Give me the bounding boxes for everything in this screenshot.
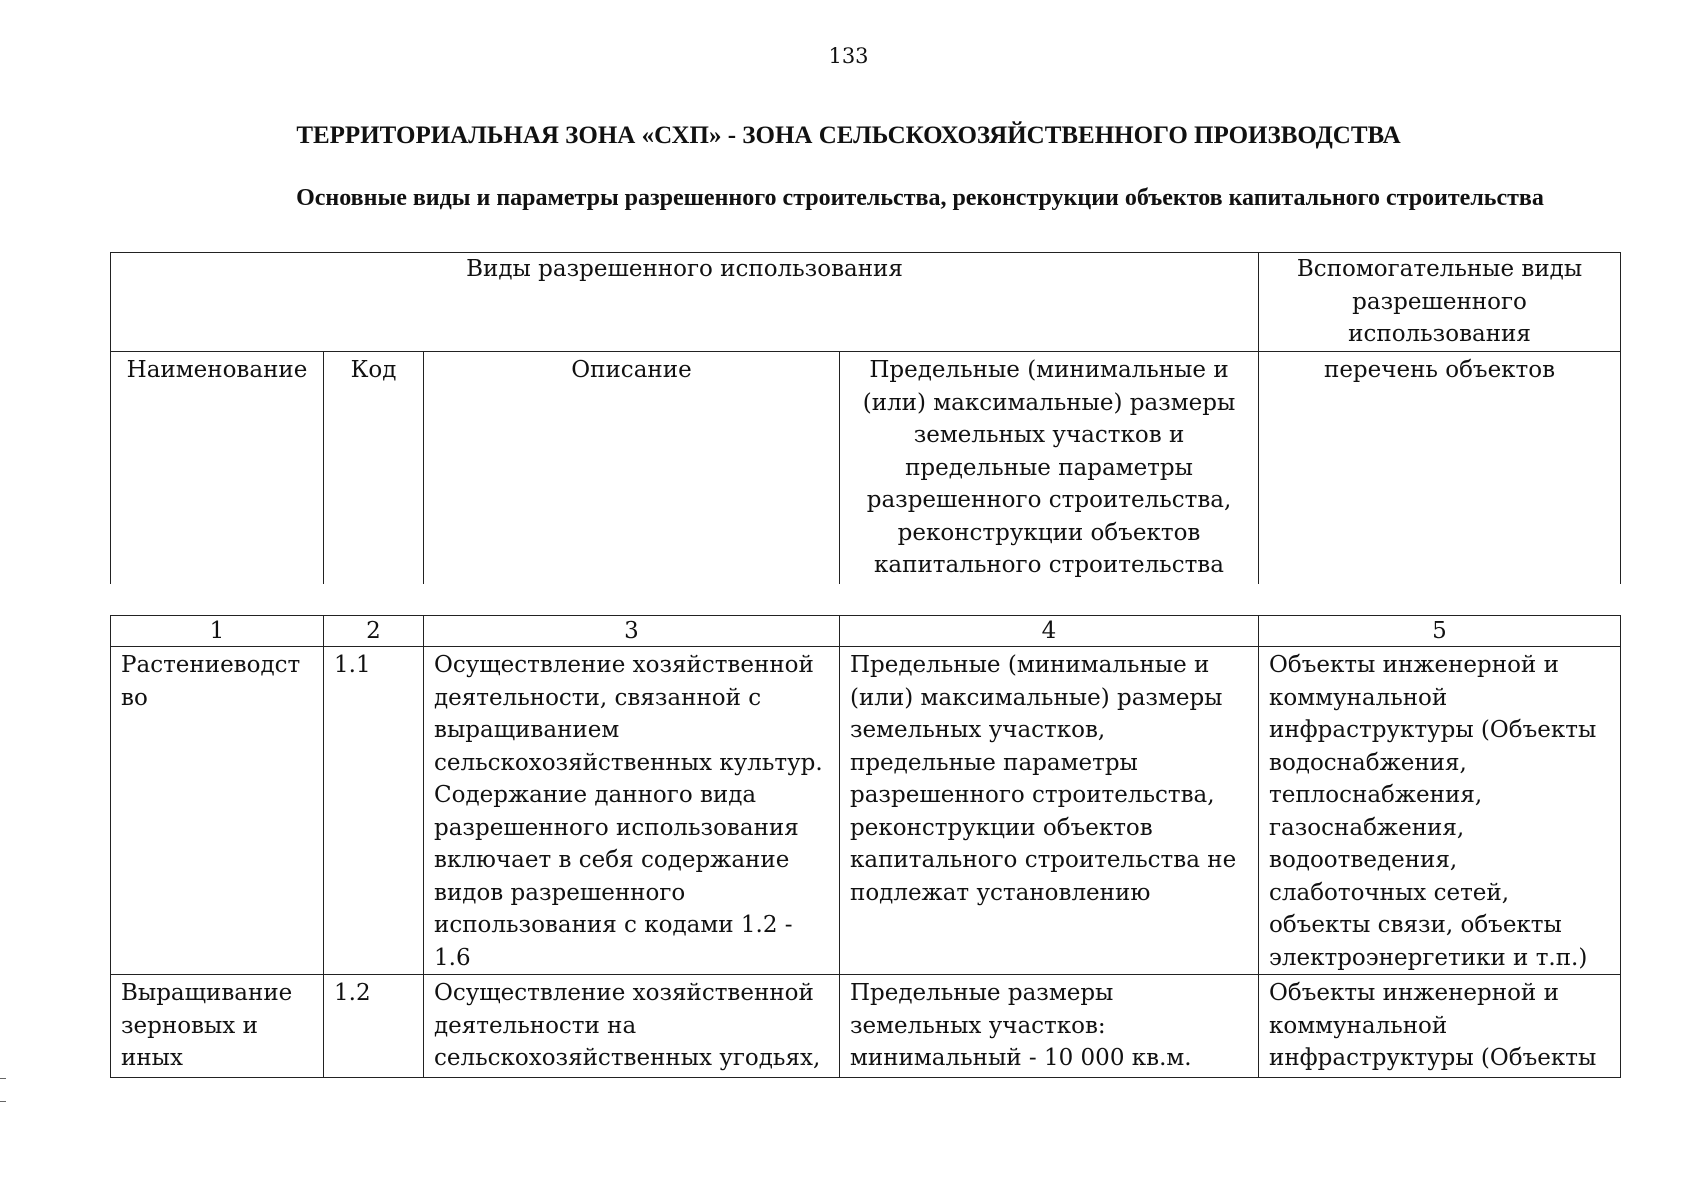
- page-number: 133: [828, 44, 869, 68]
- zone-title: ТЕРРИТОРИАЛЬНАЯ ЗОНА «СХП» - ЗОНА СЕЛЬСКОХОЗЯЙСТВЕННОГО ПРОИЗВОДСТВА: [296, 122, 1401, 149]
- code-column-header: Код: [324, 352, 424, 585]
- limits-column-header: Предельные (минимальные и (или) максимальные) размеры земельных участков и предельные параметры разрешенного строительства, реконструкции объектов капитального строительства: [840, 352, 1259, 585]
- table-row: [111, 647, 1621, 975]
- use-description: Осуществление хозяйственной деятельности на сельскохозяйственных угодьях,: [434, 980, 821, 1071]
- use-code: 1.1: [324, 647, 424, 975]
- column-number: 2: [324, 616, 424, 647]
- column-number: 3: [424, 616, 840, 647]
- aux-objects: Объекты инженерной и коммунальной инфраструктуры (Объекты водоснабжения, теплоснабжения, газоснабжения, водоотведения, слаботочных сетей, объекты связи, объекты электроэнергетики и т.п.): [1259, 647, 1621, 975]
- main-uses-header: Виды разрешенного использования: [111, 253, 1259, 352]
- subtitle: Основные виды и параметры разрешенного строительства, реконструкции объектов капитального строительства: [296, 185, 1544, 211]
- data-table: [110, 615, 1621, 1078]
- use-limits: Предельные размеры земельных участков: минимальный - 10 000 кв.м.: [850, 980, 1192, 1071]
- use-limits: Предельные (минимальные и (или) максимальные) размеры земельных участков, предельные параметры разрешенного строительства, реконструкции объектов капитального строительства не подлежат установлению: [840, 647, 1259, 975]
- column-number-row: [111, 616, 1621, 647]
- header-table: [110, 252, 1621, 584]
- scan-margin-mark: [0, 1078, 6, 1102]
- aux-list-column-header: перечень объектов: [1259, 352, 1621, 585]
- use-name: Растениеводст во: [111, 647, 324, 975]
- use-description: Осуществление хозяйственной деятельности, связанной с выращиванием сельскохозяйственных культур. Содержание данного вида разрешенного использования включает в себя содержание видов разрешенного использования с кодами 1.2 - 1.6: [424, 647, 840, 975]
- table-row: [111, 975, 1621, 1078]
- column-number: 4: [840, 616, 1259, 647]
- aux-uses-header: Вспомогательные виды разрешенного использования: [1259, 253, 1621, 352]
- name-column-header: Наименование: [111, 352, 324, 585]
- column-number: 1: [111, 616, 324, 647]
- aux-objects: Объекты инженерной и коммунальной инфраструктуры (Объекты: [1269, 980, 1597, 1071]
- use-name: Выращивание зерновых и иных: [121, 980, 293, 1071]
- description-column-header: Описание: [424, 352, 840, 585]
- column-number: 5: [1259, 616, 1621, 647]
- use-code: 1.2: [334, 980, 371, 1006]
